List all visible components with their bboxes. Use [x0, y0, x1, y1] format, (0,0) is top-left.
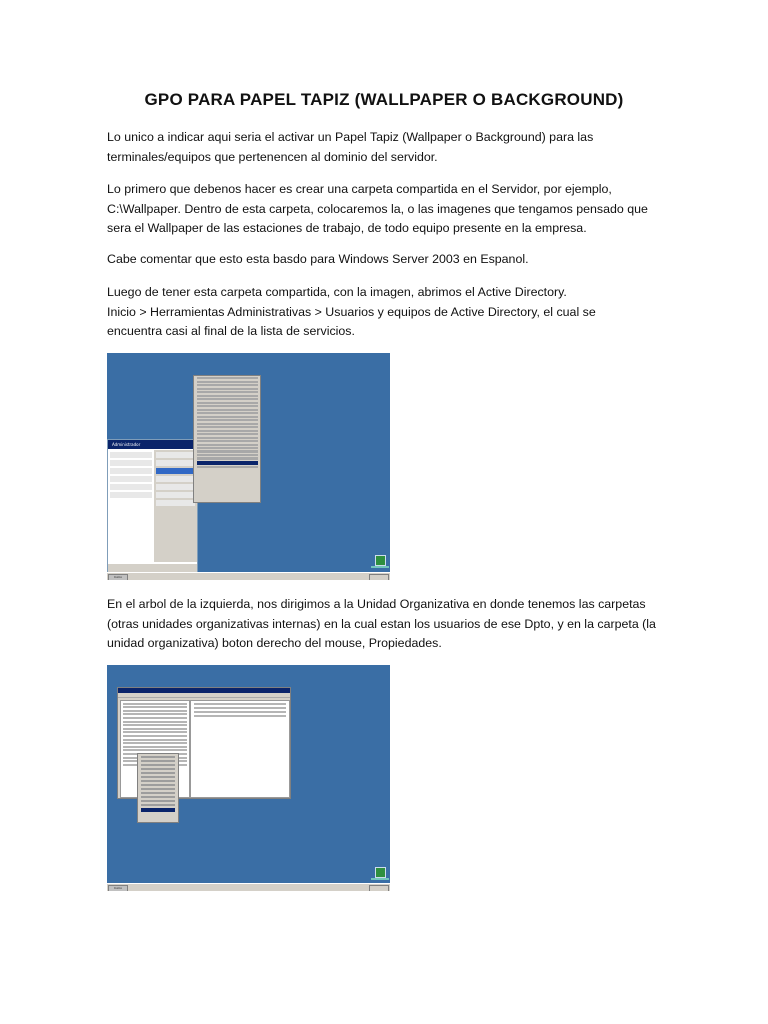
recycle-bin-label: [371, 566, 389, 568]
submenu-item: [197, 426, 258, 428]
screenshot-active-directory: [107, 665, 390, 891]
tree-item: [123, 731, 187, 733]
menu-item: [110, 452, 152, 458]
system-tray: [369, 574, 389, 580]
submenu-item: [197, 450, 258, 452]
submenu-item: [197, 444, 258, 446]
context-menu-item: [141, 788, 175, 790]
paragraph-line: terminales/equipos que pertenencen al dominio del servidor.: [107, 149, 438, 164]
tree-item: [123, 742, 187, 744]
paragraph-line: (otras unidades organizativas internas) en la cual estan los usuarios de ese Dpto, y en la carpeta (la: [107, 616, 656, 631]
context-menu-item: [141, 784, 175, 786]
menu-item: [156, 484, 195, 490]
context-menu-item: [141, 772, 175, 774]
tree-item: [123, 735, 187, 737]
paragraph-line: Inicio > Herramientas Administrativas > Usuarios y equipos de Active Directory, el cual se: [107, 304, 596, 319]
submenu-item: [197, 412, 258, 414]
paragraph-line: sera el Wallpaper de las estaciones de trabajo, de todo equipo presente en la empresa.: [107, 221, 587, 235]
context-menu-item: [141, 800, 175, 802]
tree-item: [123, 710, 187, 712]
paragraph-line: Luego de tener esta carpeta compartida, con la imagen, abrimos el Active Directory.: [107, 285, 567, 299]
submenu-item: [197, 409, 258, 411]
menu-item: [110, 468, 152, 474]
context-menu-item-properties: [141, 808, 175, 812]
menu-item: [110, 484, 152, 490]
context-menu-item: [141, 760, 175, 762]
paragraph-windows-version: [107, 250, 667, 270]
context-menu: [137, 753, 179, 823]
menu-item: [156, 460, 195, 466]
ad-details-pane: [190, 700, 290, 798]
list-item: [194, 711, 286, 713]
start-menu-user: Administrador: [112, 442, 141, 447]
context-menu-item: [141, 768, 175, 770]
screenshot-start-menu: [107, 353, 390, 580]
tree-item: [123, 706, 187, 708]
recycle-bin-label: [371, 878, 389, 880]
paragraph-line: Cabe comentar que esto esta basdo para Windows Server 2003 en Espanol.: [107, 252, 529, 266]
admin-tools-submenu: [193, 375, 261, 503]
context-menu-item: [141, 776, 175, 778]
menu-item: [156, 500, 195, 506]
tree-item: [123, 721, 187, 723]
tree-item: [123, 739, 187, 741]
paragraph-create-folder: [107, 180, 667, 239]
tree-item: [123, 713, 187, 715]
submenu-item-ad-users-computers: [197, 461, 258, 465]
tree-item: [123, 703, 187, 705]
paragraph-intro: [107, 128, 667, 167]
recycle-bin-icon: [375, 555, 386, 566]
tree-item: [123, 724, 187, 726]
menu-item-admin-tools: [156, 468, 195, 474]
submenu-item: [197, 398, 258, 400]
recycle-bin-icon: [375, 867, 386, 878]
submenu-item: [197, 402, 258, 404]
submenu-item: [197, 384, 258, 386]
submenu-item: [197, 391, 258, 393]
start-button: Inicio: [108, 574, 128, 580]
paragraph-line: En el arbol de la izquierda, nos dirigimos a la Unidad Organizativa en donde tenemos las carpetas: [107, 597, 646, 611]
menu-item: [156, 452, 195, 458]
submenu-item: [197, 454, 258, 456]
start-menu-header: [108, 440, 197, 449]
submenu-item: [197, 423, 258, 425]
menu-item: [110, 476, 152, 482]
submenu-item: [197, 381, 258, 383]
menu-item: [110, 460, 152, 466]
menu-item: [156, 476, 195, 482]
paragraph-open-ad: [107, 283, 667, 342]
list-item: [194, 715, 286, 717]
submenu-item: [197, 388, 258, 390]
paragraph-navigate-ou: [107, 595, 667, 654]
context-menu-item: [141, 792, 175, 794]
tree-item: [123, 746, 187, 748]
submenu-item: [197, 433, 258, 435]
submenu-item: [197, 457, 258, 459]
start-menu-pinned: [108, 450, 154, 562]
submenu-item: [197, 437, 258, 439]
list-item: [194, 707, 286, 709]
paragraph-line: unidad organizativa) boton derecho del mouse, Propiedades.: [107, 636, 442, 650]
submenu-item: [197, 416, 258, 418]
submenu-item: [197, 447, 258, 449]
submenu-item: [197, 395, 258, 397]
taskbar: [107, 883, 390, 891]
submenu-item: [197, 419, 258, 421]
menu-item: [156, 492, 195, 498]
submenu-item: [197, 377, 258, 379]
system-tray: [369, 885, 389, 891]
context-menu-item: [141, 764, 175, 766]
tree-item: [123, 749, 187, 751]
submenu-item: [197, 430, 258, 432]
paragraph-line: C:\Wallpaper. Dentro de esta carpeta, colocaremos la, o las imagenes que tengamos pensado que: [107, 201, 648, 216]
submenu-item: [197, 440, 258, 442]
window-menu-bar: [118, 693, 290, 698]
submenu-item: [197, 405, 258, 407]
start-menu-system: [154, 450, 197, 562]
start-menu: [107, 439, 198, 575]
context-menu-item: [141, 804, 175, 806]
tree-item: [123, 717, 187, 719]
tree-item: [123, 728, 187, 730]
list-item: [194, 703, 286, 705]
paragraph-line: Lo unico a indicar aqui seria el activar un Papel Tapiz (Wallpaper o Background) para las: [107, 130, 594, 144]
paragraph-line: encuentra casi al final de la lista de servicios.: [107, 324, 355, 338]
context-menu-item: [141, 780, 175, 782]
paragraph-line: Lo primero que debenos hacer es crear una carpeta compartida en el Servidor, por ejemplo,: [107, 182, 612, 196]
menu-item: [110, 492, 152, 498]
context-menu-item: [141, 756, 175, 758]
context-menu-item: [141, 796, 175, 798]
page-title: GPO PARA PAPEL TAPIZ (WALLPAPER O BACKGROUND): [144, 90, 624, 109]
submenu-item: [197, 466, 258, 468]
start-button: Inicio: [108, 885, 128, 891]
taskbar: [107, 572, 390, 580]
